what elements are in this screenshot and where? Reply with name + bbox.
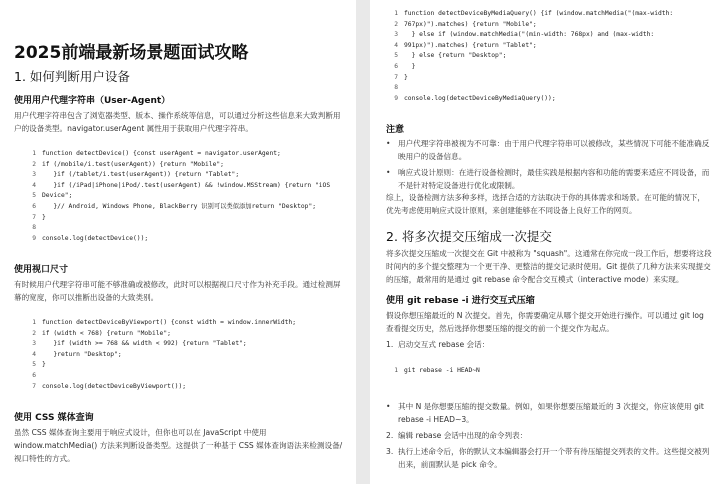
line-number: 8 [32, 224, 36, 232]
line-number: 9 [32, 234, 36, 242]
line-number: 7 [32, 213, 36, 221]
line-number: 9 [394, 94, 398, 102]
code-row [26, 329, 296, 340]
code-row [26, 149, 330, 160]
squash-paragraph: 将多次提交压缩成一次提交在 Git 中被称为 "squash"。这通常在你完成一段工作后，想要将这段时间内的多个提交整理为一个更干净、更整洁的提交记录时使用。Git 提供了几种方法来实现提交的压缩，最常用的是通过 git rebase 命令配合交互模式（interactive mode）来实现。 [386, 249, 712, 284]
code-row [388, 73, 673, 84]
code-row [26, 191, 330, 202]
viewport-paragraph: 有时候用户代理字符串可能不够准确或被修改，此时可以根据视口尺寸作为补充手段。通过检测屏幕的宽度，你可以推断出设备的大致类别。 [14, 280, 341, 302]
code-row [26, 371, 296, 382]
line-number: 2 [394, 20, 398, 28]
code-row [26, 202, 330, 213]
code-line: function detectDevice() {const userAgent = navigator.userAgent; [42, 150, 281, 157]
page-gutter [356, 0, 370, 484]
code-row [26, 234, 330, 245]
subsection-user-agent-heading: 使用用户代理字符串（User-Agent） [14, 96, 171, 106]
left-page [0, 0, 356, 484]
note-list [386, 137, 710, 195]
note-heading: 注意 [386, 125, 405, 135]
line-number: 5 [32, 192, 36, 200]
code-line: console.log(detectDeviceByViewport()); [42, 382, 187, 390]
line-number: 2 [32, 329, 36, 337]
step-item: 2. 编辑 rebase 会话中出现的命令列表： [386, 431, 528, 440]
line-number: 3 [32, 340, 36, 348]
line-number: 6 [32, 371, 36, 379]
code-line: } [42, 213, 46, 221]
line-number: 4 [394, 41, 398, 49]
code-row [26, 160, 330, 171]
step-item: 1. 启动交互式 rebase 会话： [386, 340, 490, 349]
code-block-detect-viewport [26, 318, 296, 392]
code-line: }if (/tablet/i.test(userAgent)) {return "Tablet"; [42, 171, 240, 179]
code-row [26, 350, 296, 361]
code-row [26, 339, 296, 350]
user-agent-paragraph: 用户代理字符串包含了浏览器类型、版本、操作系统等信息，可以通过分析这些信息来大致判断用户的设备类型。navigator.userAgent 属性用于获取用户代理字符串。 [14, 111, 341, 133]
rebase-paragraph: 假设你想压缩最近的 N 次提交。首先，你需要确定从哪个提交开始进行操作。可以通过 git log 查看提交历史，然后选择你想要压缩的提交的前一个提交作为起点。 [386, 311, 704, 333]
code-row [388, 62, 673, 73]
code-row [388, 9, 673, 20]
code-line: } [42, 361, 46, 369]
code-block-media-query [388, 9, 673, 104]
rebase-steps-list-continued [386, 400, 710, 474]
code-row [26, 318, 296, 329]
step-note: • 其中 N 是你想要压缩的提交数量。例如，如果你想要压缩最近的 3 次提交，你应该使用 git rebase -i HEAD~3。 [386, 402, 704, 424]
line-number: 3 [32, 171, 36, 179]
code-row [26, 360, 296, 371]
line-number: 7 [394, 73, 398, 81]
section-2-heading: 2. 将多次提交压缩成一次提交 [386, 229, 552, 244]
code-row [26, 170, 330, 181]
line-number: 5 [394, 52, 398, 60]
note-item: • 用户代理字符串被视为不可靠：由于用户代理字符串可以被修改，某些情况下可能不能准确反映用户的设备信息。 [386, 139, 710, 161]
code-line: }if (width >= 768 && width < 992) {return "Tablet"; [42, 340, 247, 348]
code-line: }// Android, Windows Phone, BlackBerry 识别可以类似添加return "Desktop"; [42, 202, 317, 210]
code-line: function detectDeviceByViewport() {const width = window.innerWidth; [42, 319, 297, 326]
line-number: 4 [32, 181, 36, 189]
step-item: 3. 执行上述命令后，你的默认文本编辑器会打开一个带有待压缩提交列表的文件。这些提交被列出来，前面默认是 pick 命令。 [386, 447, 710, 469]
code-line: } else if (window.matchMedia("(min-width: 768px) and (max-width: [404, 31, 655, 39]
code-line: function detectDeviceByMediaQuery() {if (window.matchMedia("(max-width: [404, 10, 674, 17]
code-row [26, 181, 330, 192]
code-block-git-rebase: 1 git rebase -i HEAD~N [394, 367, 480, 374]
code-line: if (/mobile/i.test(userAgent)) {return "Mobile"; [42, 160, 224, 168]
code-row [388, 30, 673, 41]
section-1-heading: 1. 如何判断用户设备 [14, 69, 130, 84]
code-line: } else {return "Desktop"; [404, 52, 507, 60]
line-number: 4 [32, 350, 36, 358]
summary-paragraph: 综上，设备检测方法多种多样，选择合适的方法取决于你的具体需求和场景。在可能的情况下，优先考虑使用响应式设计原则，来创建能够在不同设备上良好工作的网页。 [386, 193, 705, 215]
code-line: } [404, 73, 408, 81]
code-line: }if (/iPad|iPhone|iPod/.test(userAgent) && !window.MSStream) {return "iOS [42, 181, 331, 189]
line-number: 1 [32, 150, 36, 157]
right-page [370, 0, 720, 484]
code-row [388, 20, 673, 31]
code-row [26, 213, 330, 224]
subsection-viewport-heading: 使用视口尺寸 [14, 265, 69, 275]
document-title: 2025前端最新场景题面试攻略 [14, 43, 249, 63]
code-line: 991px)").matches) {return "Tablet"; [404, 41, 537, 49]
note-item: • 响应式设计原则：在进行设备检测时，最佳实践是根据内容和功能的需要来适应不同设备，而不是针对特定设备进行优化或限制。 [386, 168, 710, 190]
line-number: 1 [394, 10, 398, 17]
code-line: console.log(detectDeviceByMediaQuery()); [404, 94, 556, 102]
media-query-paragraph: 虽然 CSS 媒体查询主要用于响应式设计，但你也可以在 JavaScript 中使用 window.matchMedia() 方法来判断设备类型。这提供了一种基于 CSS 媒体查询语法来检测设备/视口特性的方式。 [14, 428, 343, 463]
line-number: 2 [32, 160, 36, 168]
code-row [26, 382, 296, 393]
code-row [388, 51, 673, 62]
code-row [388, 41, 673, 52]
line-number: 1 [32, 319, 36, 326]
subsection-media-query-heading: 使用 CSS 媒体查询 [14, 413, 94, 423]
rebase-steps-list [386, 338, 710, 354]
line-number: 8 [394, 84, 398, 92]
code-line: 767px)").matches) {return "Mobile"; [404, 20, 537, 28]
code-row [388, 94, 673, 105]
code-line: console.log(detectDevice()); [42, 234, 149, 242]
code-line: }return "Desktop"; [42, 350, 122, 358]
code-line: Device"; [42, 192, 73, 200]
line-number: 7 [32, 382, 36, 390]
code-line: if (width < 768) {return "Mobile"; [42, 329, 171, 337]
code-line: git rebase -i HEAD~N [404, 367, 480, 374]
line-number: 6 [32, 202, 36, 210]
line-number: 3 [394, 31, 398, 39]
line-number: 5 [32, 361, 36, 369]
line-number: 6 [394, 62, 398, 70]
code-line: } [404, 62, 416, 70]
subsection-git-rebase-heading: 使用 git rebase -i 进行交互式压缩 [386, 296, 535, 306]
code-row [26, 223, 330, 234]
code-row [388, 83, 673, 94]
code-block-detect-device [26, 149, 330, 244]
